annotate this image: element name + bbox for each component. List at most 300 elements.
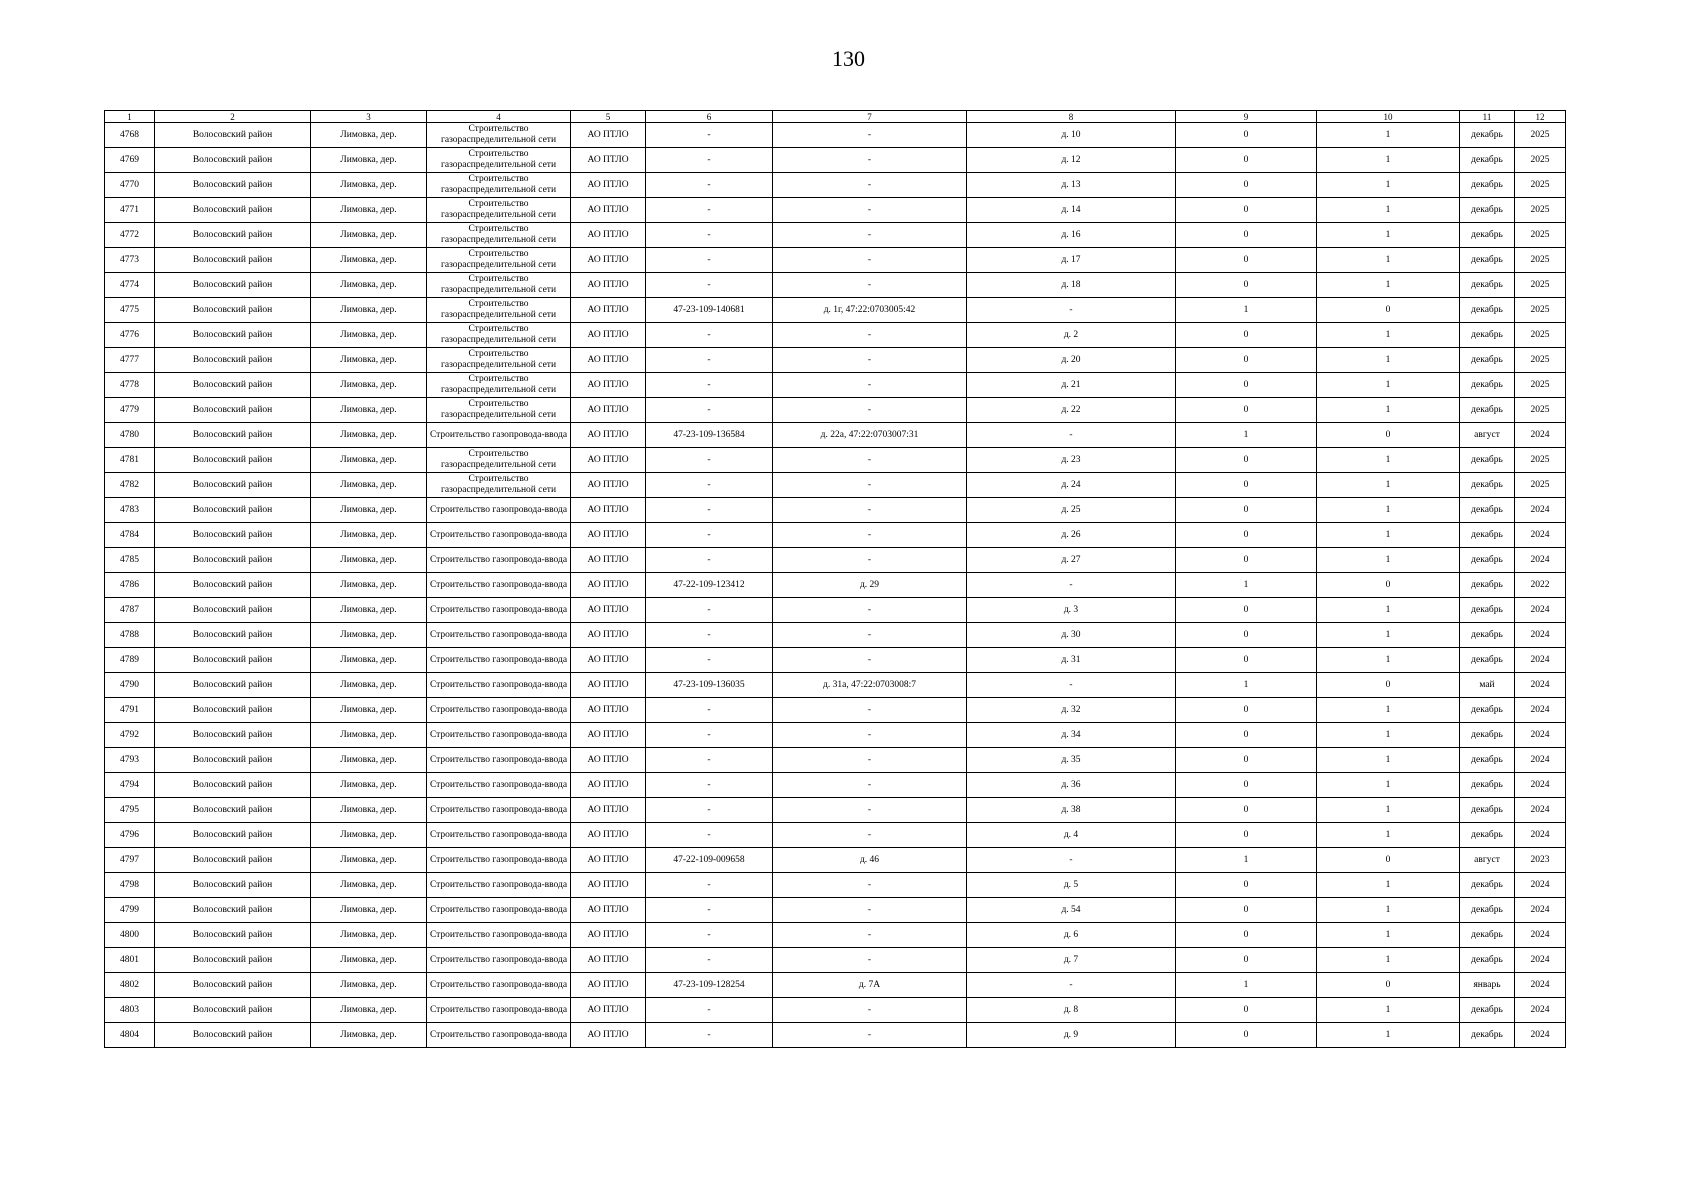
row-number-cell: 4789 xyxy=(105,648,155,673)
house-cell: - xyxy=(967,673,1176,698)
organization-cell: АО ПТЛО xyxy=(571,273,646,298)
work-type-cell: Строительство газопровода-ввода xyxy=(427,423,571,448)
year-cell: 2025 xyxy=(1515,248,1566,273)
object-address-cell: - xyxy=(773,773,967,798)
count-a-cell: 0 xyxy=(1176,248,1317,273)
count-a-cell: 1 xyxy=(1176,423,1317,448)
house-cell: д. 27 xyxy=(967,548,1176,573)
object-address-cell: - xyxy=(773,873,967,898)
row-number-cell: 4803 xyxy=(105,998,155,1023)
count-b-cell: 1 xyxy=(1317,198,1460,223)
count-a-cell: 0 xyxy=(1176,448,1317,473)
settlement-cell: Лимовка, дер. xyxy=(311,948,427,973)
work-type-cell: Строительство газопровода-ввода xyxy=(427,498,571,523)
month-cell: декабрь xyxy=(1460,448,1515,473)
settlement-cell: Лимовка, дер. xyxy=(311,173,427,198)
year-cell: 2025 xyxy=(1515,148,1566,173)
organization-cell: АО ПТЛО xyxy=(571,773,646,798)
row-number-cell: 4800 xyxy=(105,923,155,948)
object-address-cell: д. 46 xyxy=(773,848,967,873)
object-address-cell: - xyxy=(773,598,967,623)
table-row xyxy=(105,823,1566,848)
house-cell: д. 26 xyxy=(967,523,1176,548)
settlement-cell: Лимовка, дер. xyxy=(311,623,427,648)
table-row xyxy=(105,773,1566,798)
column-header: 10 xyxy=(1317,111,1460,123)
house-cell: д. 8 xyxy=(967,998,1176,1023)
count-b-cell: 0 xyxy=(1317,298,1460,323)
row-number-cell: 4783 xyxy=(105,498,155,523)
work-type-cell: Строительство газопровода-ввода xyxy=(427,1023,571,1048)
organization-cell: АО ПТЛО xyxy=(571,623,646,648)
district-cell: Волосовский район xyxy=(155,673,311,698)
month-cell: декабрь xyxy=(1460,648,1515,673)
district-cell: Волосовский район xyxy=(155,498,311,523)
month-cell: декабрь xyxy=(1460,923,1515,948)
table-row xyxy=(105,373,1566,398)
count-b-cell: 1 xyxy=(1317,698,1460,723)
row-number-cell: 4791 xyxy=(105,698,155,723)
year-cell: 2024 xyxy=(1515,598,1566,623)
table-row xyxy=(105,923,1566,948)
settlement-cell: Лимовка, дер. xyxy=(311,598,427,623)
count-a-cell: 1 xyxy=(1176,573,1317,598)
count-a-cell: 0 xyxy=(1176,773,1317,798)
count-a-cell: 0 xyxy=(1176,998,1317,1023)
district-cell: Волосовский район xyxy=(155,473,311,498)
year-cell: 2024 xyxy=(1515,773,1566,798)
table-row xyxy=(105,848,1566,873)
work-type-cell: Строительство газопровода-ввода xyxy=(427,998,571,1023)
count-a-cell: 0 xyxy=(1176,473,1317,498)
district-cell: Волосовский район xyxy=(155,723,311,748)
district-cell: Волосовский район xyxy=(155,448,311,473)
object-address-cell: - xyxy=(773,723,967,748)
organization-cell: АО ПТЛО xyxy=(571,123,646,148)
application-number-cell: 47-22-109-123412 xyxy=(646,573,773,598)
count-b-cell: 1 xyxy=(1317,1023,1460,1048)
work-type-cell: Строительство газопровода-ввода xyxy=(427,748,571,773)
house-cell: д. 23 xyxy=(967,448,1176,473)
organization-cell: АО ПТЛО xyxy=(571,173,646,198)
month-cell: декабрь xyxy=(1460,323,1515,348)
organization-cell: АО ПТЛО xyxy=(571,723,646,748)
settlement-cell: Лимовка, дер. xyxy=(311,148,427,173)
row-number-cell: 4772 xyxy=(105,223,155,248)
object-address-cell: - xyxy=(773,223,967,248)
year-cell: 2024 xyxy=(1515,1023,1566,1048)
house-cell: д. 13 xyxy=(967,173,1176,198)
count-a-cell: 0 xyxy=(1176,273,1317,298)
settlement-cell: Лимовка, дер. xyxy=(311,1023,427,1048)
district-cell: Волосовский район xyxy=(155,648,311,673)
year-cell: 2025 xyxy=(1515,298,1566,323)
district-cell: Волосовский район xyxy=(155,873,311,898)
count-b-cell: 1 xyxy=(1317,823,1460,848)
organization-cell: АО ПТЛО xyxy=(571,198,646,223)
work-type-cell: Строительство газопровода-ввода xyxy=(427,523,571,548)
settlement-cell: Лимовка, дер. xyxy=(311,523,427,548)
work-type-cell: Строительство газораспределительной сети xyxy=(427,473,571,498)
house-cell: д. 10 xyxy=(967,123,1176,148)
organization-cell: АО ПТЛО xyxy=(571,748,646,773)
count-b-cell: 1 xyxy=(1317,798,1460,823)
work-type-cell: Строительство газопровода-ввода xyxy=(427,648,571,673)
settlement-cell: Лимовка, дер. xyxy=(311,673,427,698)
organization-cell: АО ПТЛО xyxy=(571,698,646,723)
organization-cell: АО ПТЛО xyxy=(571,473,646,498)
organization-cell: АО ПТЛО xyxy=(571,948,646,973)
settlement-cell: Лимовка, дер. xyxy=(311,223,427,248)
year-cell: 2024 xyxy=(1515,823,1566,848)
organization-cell: АО ПТЛО xyxy=(571,673,646,698)
object-address-cell: д. 31а, 47:22:0703008:7 xyxy=(773,673,967,698)
organization-cell: АО ПТЛО xyxy=(571,323,646,348)
work-type-cell: Строительство газопровода-ввода xyxy=(427,548,571,573)
row-number-cell: 4769 xyxy=(105,148,155,173)
object-address-cell: - xyxy=(773,748,967,773)
row-number-cell: 4801 xyxy=(105,948,155,973)
year-cell: 2024 xyxy=(1515,623,1566,648)
house-cell: д. 35 xyxy=(967,748,1176,773)
row-number-cell: 4793 xyxy=(105,748,155,773)
table-row xyxy=(105,998,1566,1023)
object-address-cell: - xyxy=(773,348,967,373)
organization-cell: АО ПТЛО xyxy=(571,298,646,323)
application-number-cell: - xyxy=(646,173,773,198)
data-table xyxy=(104,110,1566,1048)
settlement-cell: Лимовка, дер. xyxy=(311,823,427,848)
year-cell: 2025 xyxy=(1515,398,1566,423)
month-cell: май xyxy=(1460,673,1515,698)
row-number-cell: 4786 xyxy=(105,573,155,598)
application-number-cell: - xyxy=(646,498,773,523)
work-type-cell: Строительство газопровода-ввода xyxy=(427,598,571,623)
month-cell: декабрь xyxy=(1460,998,1515,1023)
month-cell: декабрь xyxy=(1460,748,1515,773)
district-cell: Волосовский район xyxy=(155,248,311,273)
count-b-cell: 1 xyxy=(1317,748,1460,773)
district-cell: Волосовский район xyxy=(155,298,311,323)
row-number-cell: 4794 xyxy=(105,773,155,798)
count-a-cell: 0 xyxy=(1176,323,1317,348)
organization-cell: АО ПТЛО xyxy=(571,973,646,998)
month-cell: декабрь xyxy=(1460,548,1515,573)
district-cell: Волосовский район xyxy=(155,598,311,623)
month-cell: декабрь xyxy=(1460,273,1515,298)
settlement-cell: Лимовка, дер. xyxy=(311,398,427,423)
work-type-cell: Строительство газораспределительной сети xyxy=(427,398,571,423)
application-number-cell: - xyxy=(646,473,773,498)
count-b-cell: 1 xyxy=(1317,248,1460,273)
count-b-cell: 1 xyxy=(1317,498,1460,523)
count-a-cell: 1 xyxy=(1176,298,1317,323)
organization-cell: АО ПТЛО xyxy=(571,548,646,573)
column-header: 8 xyxy=(967,111,1176,123)
application-number-cell: - xyxy=(646,623,773,648)
count-b-cell: 1 xyxy=(1317,348,1460,373)
table-row xyxy=(105,273,1566,298)
organization-cell: АО ПТЛО xyxy=(571,148,646,173)
work-type-cell: Строительство газопровода-ввода xyxy=(427,623,571,648)
settlement-cell: Лимовка, дер. xyxy=(311,648,427,673)
settlement-cell: Лимовка, дер. xyxy=(311,123,427,148)
settlement-cell: Лимовка, дер. xyxy=(311,873,427,898)
work-type-cell: Строительство газопровода-ввода xyxy=(427,673,571,698)
house-cell: д. 38 xyxy=(967,798,1176,823)
table-row xyxy=(105,198,1566,223)
district-cell: Волосовский район xyxy=(155,573,311,598)
table-row xyxy=(105,873,1566,898)
table-row xyxy=(105,598,1566,623)
table-row xyxy=(105,698,1566,723)
table-row xyxy=(105,148,1566,173)
object-address-cell: - xyxy=(773,198,967,223)
month-cell: декабрь xyxy=(1460,623,1515,648)
settlement-cell: Лимовка, дер. xyxy=(311,698,427,723)
application-number-cell: - xyxy=(646,373,773,398)
object-address-cell: - xyxy=(773,898,967,923)
year-cell: 2024 xyxy=(1515,523,1566,548)
application-number-cell: 47-23-109-136035 xyxy=(646,673,773,698)
object-address-cell: - xyxy=(773,248,967,273)
house-cell: д. 36 xyxy=(967,773,1176,798)
object-address-cell: - xyxy=(773,1023,967,1048)
count-b-cell: 1 xyxy=(1317,948,1460,973)
row-number-cell: 4773 xyxy=(105,248,155,273)
table-header-row xyxy=(105,111,1566,123)
count-a-cell: 0 xyxy=(1176,498,1317,523)
application-number-cell: - xyxy=(646,348,773,373)
row-number-cell: 4784 xyxy=(105,523,155,548)
house-cell: - xyxy=(967,423,1176,448)
year-cell: 2025 xyxy=(1515,223,1566,248)
count-a-cell: 0 xyxy=(1176,523,1317,548)
work-type-cell: Строительство газораспределительной сети xyxy=(427,173,571,198)
count-b-cell: 1 xyxy=(1317,923,1460,948)
row-number-cell: 4785 xyxy=(105,548,155,573)
column-header: 2 xyxy=(155,111,311,123)
table-row xyxy=(105,973,1566,998)
count-b-cell: 0 xyxy=(1317,848,1460,873)
object-address-cell: - xyxy=(773,623,967,648)
year-cell: 2024 xyxy=(1515,898,1566,923)
organization-cell: АО ПТЛО xyxy=(571,998,646,1023)
month-cell: декабрь xyxy=(1460,573,1515,598)
row-number-cell: 4775 xyxy=(105,298,155,323)
house-cell: д. 31 xyxy=(967,648,1176,673)
district-cell: Волосовский район xyxy=(155,523,311,548)
column-header: 12 xyxy=(1515,111,1566,123)
count-b-cell: 1 xyxy=(1317,173,1460,198)
month-cell: декабрь xyxy=(1460,223,1515,248)
house-cell: д. 16 xyxy=(967,223,1176,248)
count-b-cell: 1 xyxy=(1317,773,1460,798)
organization-cell: АО ПТЛО xyxy=(571,598,646,623)
application-number-cell: 47-23-109-140681 xyxy=(646,298,773,323)
settlement-cell: Лимовка, дер. xyxy=(311,423,427,448)
application-number-cell: - xyxy=(646,948,773,973)
year-cell: 2024 xyxy=(1515,998,1566,1023)
district-cell: Волосовский район xyxy=(155,123,311,148)
column-header: 6 xyxy=(646,111,773,123)
count-b-cell: 0 xyxy=(1317,423,1460,448)
organization-cell: АО ПТЛО xyxy=(571,898,646,923)
table-row xyxy=(105,748,1566,773)
count-a-cell: 0 xyxy=(1176,873,1317,898)
table-row xyxy=(105,548,1566,573)
settlement-cell: Лимовка, дер. xyxy=(311,973,427,998)
application-number-cell: - xyxy=(646,798,773,823)
month-cell: декабрь xyxy=(1460,148,1515,173)
district-cell: Волосовский район xyxy=(155,773,311,798)
count-b-cell: 1 xyxy=(1317,898,1460,923)
application-number-cell: - xyxy=(646,648,773,673)
settlement-cell: Лимовка, дер. xyxy=(311,198,427,223)
table-row xyxy=(105,298,1566,323)
table-row xyxy=(105,223,1566,248)
count-a-cell: 0 xyxy=(1176,748,1317,773)
application-number-cell: - xyxy=(646,398,773,423)
organization-cell: АО ПТЛО xyxy=(571,498,646,523)
column-header: 11 xyxy=(1460,111,1515,123)
year-cell: 2024 xyxy=(1515,948,1566,973)
application-number-cell: - xyxy=(646,198,773,223)
row-number-cell: 4799 xyxy=(105,898,155,923)
month-cell: декабрь xyxy=(1460,348,1515,373)
work-type-cell: Строительство газораспределительной сети xyxy=(427,198,571,223)
house-cell: д. 18 xyxy=(967,273,1176,298)
application-number-cell: - xyxy=(646,823,773,848)
organization-cell: АО ПТЛО xyxy=(571,373,646,398)
month-cell: декабрь xyxy=(1460,598,1515,623)
year-cell: 2025 xyxy=(1515,448,1566,473)
month-cell: август xyxy=(1460,848,1515,873)
row-number-cell: 4781 xyxy=(105,448,155,473)
district-cell: Волосовский район xyxy=(155,323,311,348)
column-header: 9 xyxy=(1176,111,1317,123)
count-a-cell: 0 xyxy=(1176,723,1317,748)
object-address-cell: д. 7А xyxy=(773,973,967,998)
count-b-cell: 1 xyxy=(1317,548,1460,573)
object-address-cell: - xyxy=(773,548,967,573)
application-number-cell: 47-23-109-136584 xyxy=(646,423,773,448)
count-a-cell: 0 xyxy=(1176,898,1317,923)
work-type-cell: Строительство газораспределительной сети xyxy=(427,373,571,398)
table-row xyxy=(105,473,1566,498)
work-type-cell: Строительство газораспределительной сети xyxy=(427,448,571,473)
organization-cell: АО ПТЛО xyxy=(571,398,646,423)
work-type-cell: Строительство газопровода-ввода xyxy=(427,698,571,723)
row-number-cell: 4774 xyxy=(105,273,155,298)
row-number-cell: 4776 xyxy=(105,323,155,348)
settlement-cell: Лимовка, дер. xyxy=(311,298,427,323)
count-b-cell: 1 xyxy=(1317,398,1460,423)
month-cell: декабрь xyxy=(1460,723,1515,748)
month-cell: декабрь xyxy=(1460,248,1515,273)
application-number-cell: - xyxy=(646,448,773,473)
application-number-cell: - xyxy=(646,273,773,298)
count-a-cell: 0 xyxy=(1176,373,1317,398)
object-address-cell: - xyxy=(773,648,967,673)
count-a-cell: 0 xyxy=(1176,698,1317,723)
work-type-cell: Строительство газопровода-ввода xyxy=(427,573,571,598)
month-cell: декабрь xyxy=(1460,1023,1515,1048)
row-number-cell: 4790 xyxy=(105,673,155,698)
settlement-cell: Лимовка, дер. xyxy=(311,748,427,773)
organization-cell: АО ПТЛО xyxy=(571,573,646,598)
year-cell: 2023 xyxy=(1515,848,1566,873)
settlement-cell: Лимовка, дер. xyxy=(311,448,427,473)
year-cell: 2024 xyxy=(1515,548,1566,573)
house-cell: - xyxy=(967,973,1176,998)
district-cell: Волосовский район xyxy=(155,348,311,373)
count-b-cell: 1 xyxy=(1317,723,1460,748)
application-number-cell: - xyxy=(646,523,773,548)
table-row xyxy=(105,573,1566,598)
row-number-cell: 4777 xyxy=(105,348,155,373)
organization-cell: АО ПТЛО xyxy=(571,448,646,473)
object-address-cell: - xyxy=(773,998,967,1023)
application-number-cell: - xyxy=(646,998,773,1023)
application-number-cell: 47-22-109-009658 xyxy=(646,848,773,873)
work-type-cell: Строительство газораспределительной сети xyxy=(427,248,571,273)
district-cell: Волосовский район xyxy=(155,948,311,973)
row-number-cell: 4797 xyxy=(105,848,155,873)
count-a-cell: 0 xyxy=(1176,798,1317,823)
table-row xyxy=(105,248,1566,273)
settlement-cell: Лимовка, дер. xyxy=(311,548,427,573)
district-cell: Волосовский район xyxy=(155,823,311,848)
count-b-cell: 1 xyxy=(1317,473,1460,498)
settlement-cell: Лимовка, дер. xyxy=(311,573,427,598)
application-number-cell: - xyxy=(646,598,773,623)
application-number-cell: - xyxy=(646,898,773,923)
object-address-cell: - xyxy=(773,323,967,348)
house-cell: - xyxy=(967,573,1176,598)
district-cell: Волосовский район xyxy=(155,998,311,1023)
year-cell: 2024 xyxy=(1515,423,1566,448)
year-cell: 2025 xyxy=(1515,198,1566,223)
district-cell: Волосовский район xyxy=(155,1023,311,1048)
year-cell: 2025 xyxy=(1515,473,1566,498)
settlement-cell: Лимовка, дер. xyxy=(311,498,427,523)
object-address-cell: - xyxy=(773,823,967,848)
table-row xyxy=(105,323,1566,348)
count-a-cell: 1 xyxy=(1176,673,1317,698)
count-a-cell: 1 xyxy=(1176,973,1317,998)
row-number-cell: 4798 xyxy=(105,873,155,898)
row-number-cell: 4768 xyxy=(105,123,155,148)
count-b-cell: 1 xyxy=(1317,648,1460,673)
district-cell: Волосовский район xyxy=(155,748,311,773)
year-cell: 2025 xyxy=(1515,123,1566,148)
house-cell: д. 34 xyxy=(967,723,1176,748)
row-number-cell: 4778 xyxy=(105,373,155,398)
count-a-cell: 0 xyxy=(1176,598,1317,623)
work-type-cell: Строительство газопровода-ввода xyxy=(427,948,571,973)
table-row xyxy=(105,348,1566,373)
count-a-cell: 0 xyxy=(1176,398,1317,423)
table-row xyxy=(105,623,1566,648)
count-a-cell: 0 xyxy=(1176,948,1317,973)
work-type-cell: Строительство газораспределительной сети xyxy=(427,148,571,173)
row-number-cell: 4787 xyxy=(105,598,155,623)
page-number: 130 xyxy=(832,46,865,71)
month-cell: январь xyxy=(1460,973,1515,998)
organization-cell: АО ПТЛО xyxy=(571,823,646,848)
house-cell: д. 6 xyxy=(967,923,1176,948)
